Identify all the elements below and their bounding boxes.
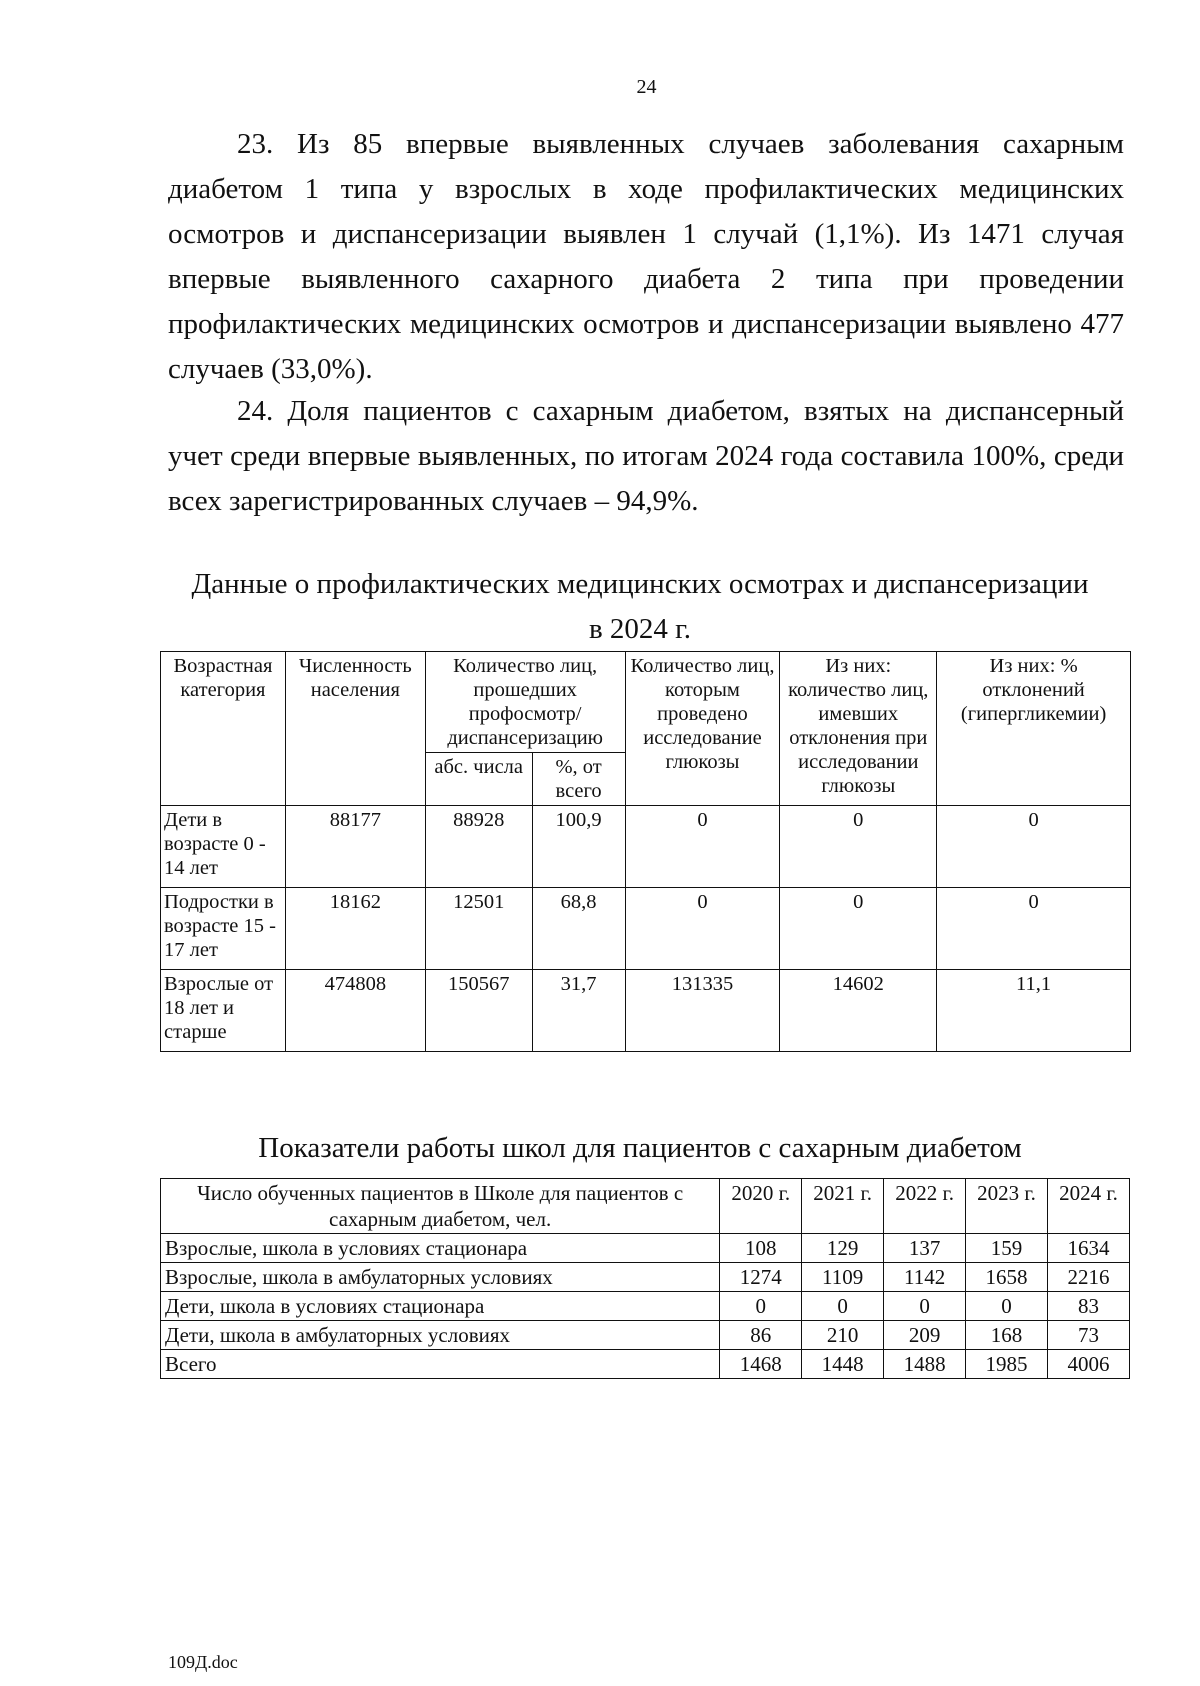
cell-value: 2216 bbox=[1048, 1263, 1130, 1292]
table-row bbox=[161, 1321, 1130, 1350]
cell-value: 73 bbox=[1048, 1321, 1130, 1350]
row-category: Дети в возрасте 0 - 14 лет bbox=[161, 806, 286, 888]
row-label: Дети, школа в условиях стационара bbox=[161, 1292, 720, 1321]
table-row bbox=[161, 1234, 1130, 1263]
cell-value: 83 bbox=[1048, 1292, 1130, 1321]
table1-caption bbox=[150, 562, 1130, 652]
header-passed-checkup: Количество лиц, прошедших профосмотр/ диспансеризацию bbox=[425, 652, 625, 753]
header-trained-patients: Число обученных пациентов в Школе для пациентов с сахарным диабетом, чел. bbox=[161, 1179, 720, 1234]
cell-population: 88177 bbox=[285, 806, 425, 888]
header-deviation-percent: Из них: % отклонений (гипергликемии) bbox=[937, 652, 1131, 806]
header-year: 2020 г. bbox=[720, 1179, 802, 1234]
cell-value: 0 bbox=[966, 1292, 1048, 1321]
cell-pct: 100,9 bbox=[532, 806, 625, 888]
cell-value: 209 bbox=[884, 1321, 966, 1350]
page-number: 24 bbox=[636, 76, 657, 98]
cell-value: 1468 bbox=[720, 1350, 802, 1379]
cell-deviation-percent: 0 bbox=[937, 806, 1131, 888]
table2-caption: Показатели работы школ для пациентов с сахарным диабетом bbox=[258, 1132, 1022, 1164]
header-pct: %, от всего bbox=[532, 753, 625, 806]
cell-value: 0 bbox=[884, 1292, 966, 1321]
table-row bbox=[161, 888, 1131, 970]
table-row bbox=[161, 970, 1131, 1052]
cell-value: 137 bbox=[884, 1234, 966, 1263]
cell-deviations: 0 bbox=[780, 888, 937, 970]
document-filename: 109Д.doc bbox=[168, 1652, 238, 1672]
cell-value: 1985 bbox=[966, 1350, 1048, 1379]
cell-glucose: 0 bbox=[625, 806, 780, 888]
table-row bbox=[161, 1263, 1130, 1292]
cell-value: 1109 bbox=[802, 1263, 884, 1292]
table-row bbox=[161, 1350, 1130, 1379]
header-age-category: Возрастная категория bbox=[161, 652, 286, 806]
row-label: Дети, школа в амбулаторных условиях bbox=[161, 1321, 720, 1350]
cell-abs: 12501 bbox=[425, 888, 532, 970]
header-year: 2022 г. bbox=[884, 1179, 966, 1234]
row-label: Всего bbox=[161, 1350, 720, 1379]
cell-value: 210 bbox=[802, 1321, 884, 1350]
cell-deviations: 14602 bbox=[780, 970, 937, 1052]
cell-abs: 150567 bbox=[425, 970, 532, 1052]
header-year: 2023 г. bbox=[966, 1179, 1048, 1234]
cell-value: 1658 bbox=[966, 1263, 1048, 1292]
cell-pct: 31,7 bbox=[532, 970, 625, 1052]
checkup-table bbox=[160, 651, 1131, 1052]
paragraph-23: 23. Из 85 впервые выявленных случаев заболевания сахарным диабетом 1 типа у взрослых в ходе профилактических медицинских осмотров и диспансеризации выявлен 1 случай (1,1%). Из 1471 случая впервые выявленного сахарного диабета 2 типа при проведении профилактических медицинских осмотров и диспансеризации выявлено 477 случаев (33,0%). bbox=[168, 128, 1124, 385]
cell-value: 1274 bbox=[720, 1263, 802, 1292]
cell-value: 86 bbox=[720, 1321, 802, 1350]
cell-value: 1634 bbox=[1048, 1234, 1130, 1263]
cell-value: 1142 bbox=[884, 1263, 966, 1292]
table1-caption-line2: в 2024 г. bbox=[588, 613, 692, 645]
row-label: Взрослые, школа в амбулаторных условиях bbox=[161, 1263, 720, 1292]
diabetes-school-table bbox=[160, 1178, 1130, 1379]
header-year: 2024 г. bbox=[1048, 1179, 1130, 1234]
table-row bbox=[161, 1292, 1130, 1321]
header-deviations: Из них: количество лиц, имевших отклонения при исследовании глюкозы bbox=[780, 652, 937, 806]
header-population: Численность населения bbox=[285, 652, 425, 806]
header-year: 2021 г. bbox=[802, 1179, 884, 1234]
cell-value: 168 bbox=[966, 1321, 1048, 1350]
cell-value: 0 bbox=[802, 1292, 884, 1321]
row-category: Подростки в возрасте 15 - 17 лет bbox=[161, 888, 286, 970]
cell-value: 129 bbox=[802, 1234, 884, 1263]
cell-value: 4006 bbox=[1048, 1350, 1130, 1379]
cell-glucose: 0 bbox=[625, 888, 780, 970]
cell-deviation-percent: 11,1 bbox=[937, 970, 1131, 1052]
paragraph-24: 24. Доля пациентов с сахарным диабетом, взятых на диспансерный учет среди впервые выявленных, по итогам 2024 года составила 100%, среди всех зарегистрированных случаев – 94,9%. bbox=[168, 395, 1124, 517]
cell-deviation-percent: 0 bbox=[937, 888, 1131, 970]
cell-population: 18162 bbox=[285, 888, 425, 970]
cell-abs: 88928 bbox=[425, 806, 532, 888]
row-category: Взрослые от 18 лет и старше bbox=[161, 970, 286, 1052]
cell-value: 159 bbox=[966, 1234, 1048, 1263]
header-abs: абс. числа bbox=[425, 753, 532, 806]
cell-value: 1448 bbox=[802, 1350, 884, 1379]
cell-value: 1488 bbox=[884, 1350, 966, 1379]
cell-glucose: 131335 bbox=[625, 970, 780, 1052]
header-glucose-tested: Количество лиц, которым проведено исследование глюкозы bbox=[625, 652, 780, 806]
cell-value: 108 bbox=[720, 1234, 802, 1263]
cell-deviations: 0 bbox=[780, 806, 937, 888]
cell-pct: 68,8 bbox=[532, 888, 625, 970]
cell-population: 474808 bbox=[285, 970, 425, 1052]
table1-caption-line1: Данные о профилактических медицинских осмотрах и диспансеризации bbox=[191, 568, 1089, 600]
row-label: Взрослые, школа в условиях стационара bbox=[161, 1234, 720, 1263]
cell-value: 0 bbox=[720, 1292, 802, 1321]
table-row bbox=[161, 806, 1131, 888]
